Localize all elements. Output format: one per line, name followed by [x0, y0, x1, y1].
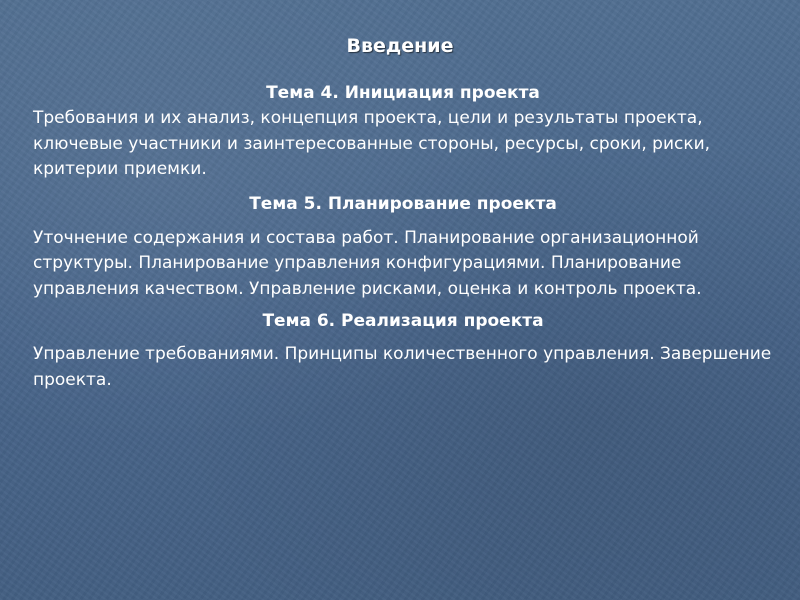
topic-5-body: Уточнение содержания и состава работ. Планирование организационной структуры. Планирование управления конфигурациями. Планирование управления качеством. Управление рисками, оценка и контроль проекта. — [33, 227, 702, 299]
slide-content — [33, 78, 773, 393]
topic-6-body: Управление требованиями. Принципы количественного управления. Завершение проекта. — [33, 344, 772, 390]
topic-4-heading: Тема 4. Инициация проекта — [266, 83, 540, 103]
slide-title: Введение — [346, 35, 454, 57]
topic-4-body: Требования и их анализ, концепция проекта, цели и результаты проекта, ключевые участники и заинтересованные стороны, ресурсы, сроки, риски, критерии приемки. — [33, 108, 711, 179]
topic-6-heading: Тема 6. Реализация проекта — [262, 311, 544, 331]
topic-5-heading: Тема 5. Планирование проекта — [249, 193, 557, 214]
